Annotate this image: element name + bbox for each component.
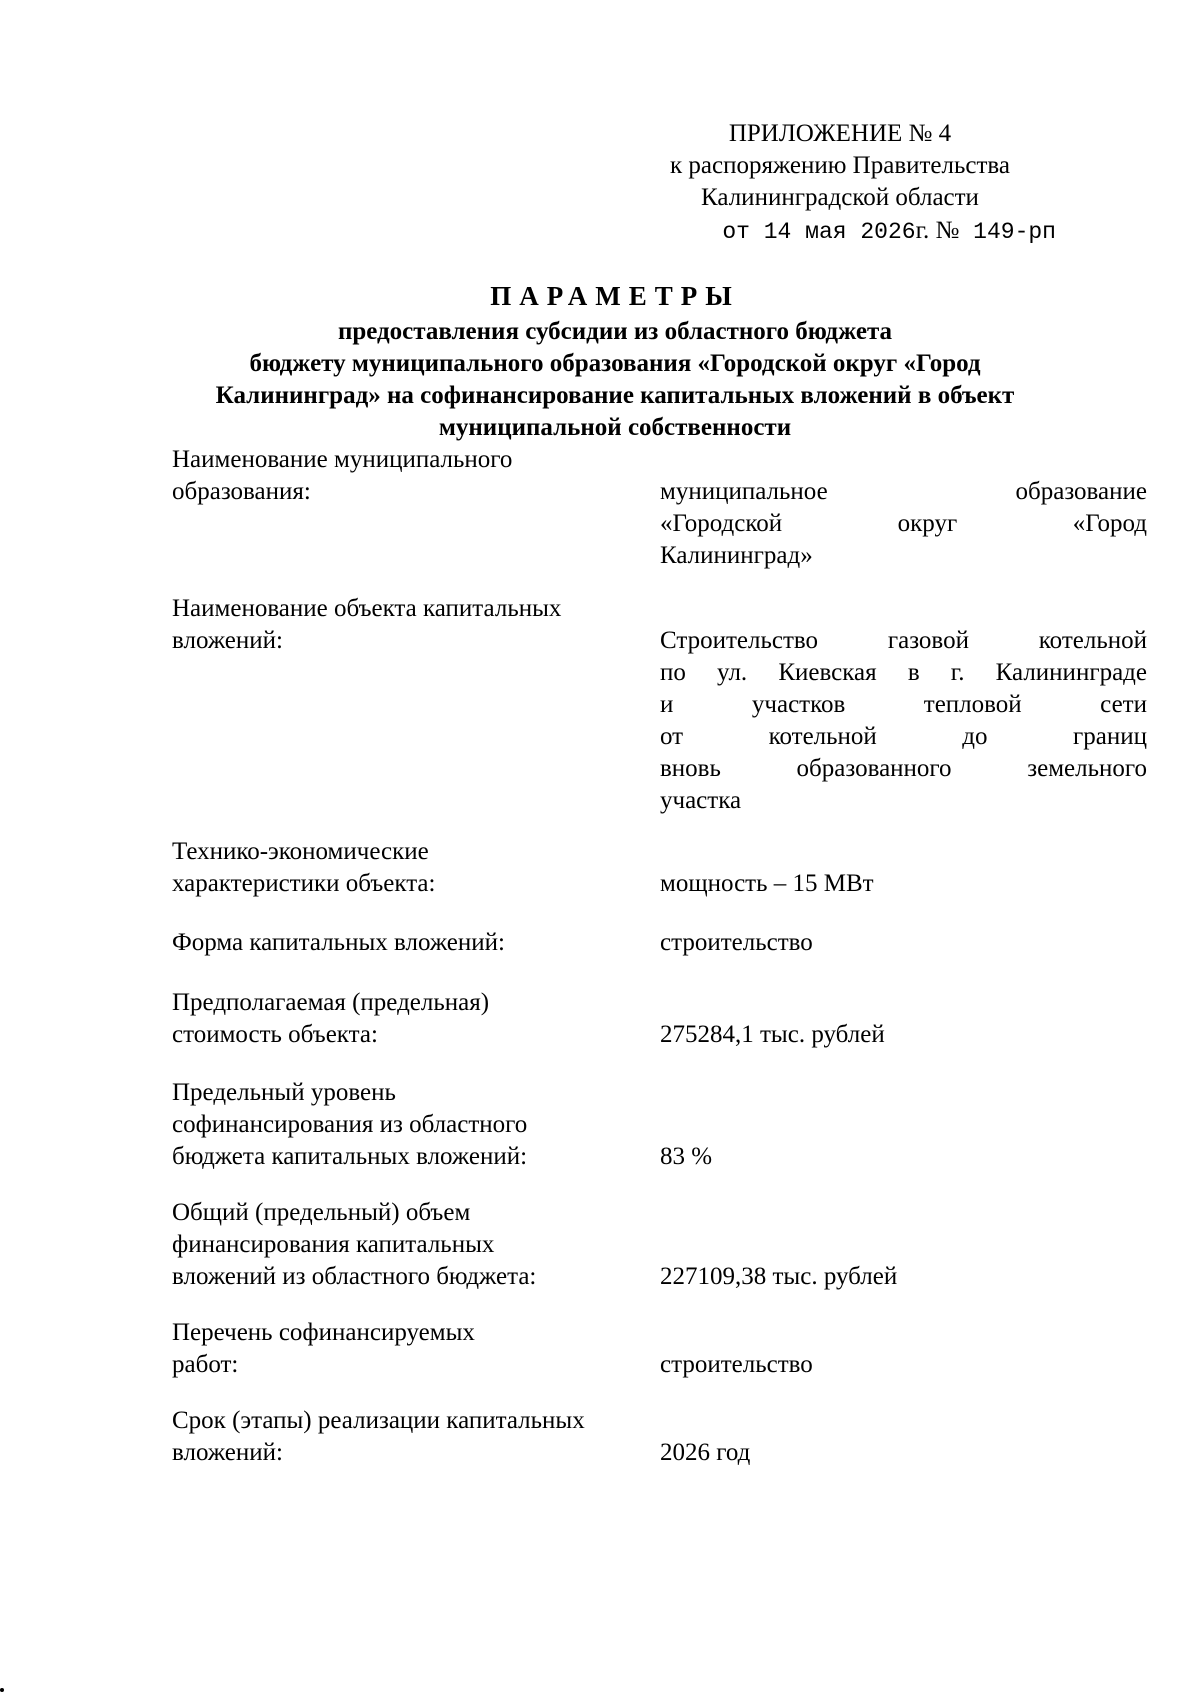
label-line: вложений: (172, 627, 283, 654)
label-line: софинансирования из областного (172, 1111, 528, 1138)
title-main: ПАРАМЕТРЫ (490, 281, 740, 311)
param-value (660, 625, 1147, 817)
param-value (660, 927, 1147, 959)
label-line: Наименование объекта капитальных (172, 595, 562, 622)
scan-speck (0, 1688, 4, 1692)
param-label (172, 1197, 642, 1293)
param-label (172, 987, 642, 1051)
value-line: участка (660, 787, 742, 814)
value-line: 2026 год (660, 1439, 751, 1466)
value-line: вновь образованного земельного (660, 755, 1147, 782)
label-line: Предполагаемая (предельная) (172, 989, 490, 1016)
label-line: работ: (172, 1351, 239, 1378)
param-value (660, 1261, 1147, 1293)
value-line: 83 % (660, 1143, 713, 1170)
appendix-reference: к распоряжению Правительства (669, 152, 1010, 179)
label-line: финансирования капитальных (172, 1231, 495, 1258)
value-line: мощность – 15 МВт (660, 870, 874, 897)
label-line: Форма капитальных вложений: (172, 929, 505, 956)
document-number: 149-рп (973, 219, 1056, 245)
param-label (172, 1077, 642, 1173)
value-line: муниципальное образование (660, 478, 1147, 505)
appendix-header (620, 118, 1060, 248)
label-line: вложений: (172, 1439, 283, 1466)
param-value (660, 1141, 1147, 1173)
title-sub-line: предоставления субсидии из областного бюджета (337, 318, 893, 345)
value-line: по ул. Киевская в г. Калининграде (660, 659, 1147, 686)
value-line: строительство (660, 1351, 813, 1378)
value-line: «Городской округ «Город (660, 510, 1147, 537)
document-title (150, 278, 1080, 444)
value-line: от котельной до границ (660, 723, 1147, 750)
param-label (172, 927, 642, 959)
label-line: вложений из областного бюджета: (172, 1263, 537, 1290)
param-label (172, 1317, 642, 1381)
value-line: 275284,1 тыс. рублей (660, 1021, 885, 1048)
label-line: Общий (предельный) объем (172, 1199, 471, 1226)
label-line: Наименование муниципального (172, 446, 513, 473)
param-value (660, 1437, 1147, 1469)
title-sub-line: муниципальной собственности (438, 414, 792, 441)
param-value (660, 1349, 1147, 1381)
param-label (172, 444, 642, 508)
value-line: Строительство газовой котельной (660, 627, 1147, 654)
title-sub-line: бюджету муниципального образования «Городской округ «Город (249, 350, 981, 377)
label-line: Срок (этапы) реализации капитальных (172, 1407, 585, 1434)
param-value (660, 476, 1147, 572)
title-sub-line: Калининград» на софинансирование капитальных вложений в объект (215, 382, 1015, 409)
label-line: Технико-экономические (172, 838, 429, 865)
param-label (172, 836, 642, 900)
date-prefix: от (722, 219, 750, 245)
value-line: строительство (660, 929, 813, 956)
param-value (660, 868, 1147, 900)
value-line: и участков тепловой сети (660, 691, 1147, 718)
label-line: характеристики объекта: (172, 870, 436, 897)
date-year-suffix: г. № (915, 217, 960, 244)
param-label (172, 593, 642, 657)
param-value (660, 1019, 1147, 1051)
label-line: Предельный уровень (172, 1079, 396, 1106)
label-line: образования: (172, 478, 311, 505)
label-line: бюджета капитальных вложений: (172, 1143, 528, 1170)
value-line: 227109,38 тыс. рублей (660, 1263, 898, 1290)
param-label (172, 1405, 642, 1469)
appendix-region: Калининградской области (701, 184, 979, 211)
date-day-month: 14 мая 2026 (763, 219, 916, 245)
label-line: Перечень софинансируемых (172, 1319, 475, 1346)
appendix-number: ПРИЛОЖЕНИЕ № 4 (728, 120, 952, 147)
label-line: стоимость объекта: (172, 1021, 378, 1048)
appendix-date-line (620, 215, 1060, 248)
value-line: Калининград» (660, 542, 813, 569)
